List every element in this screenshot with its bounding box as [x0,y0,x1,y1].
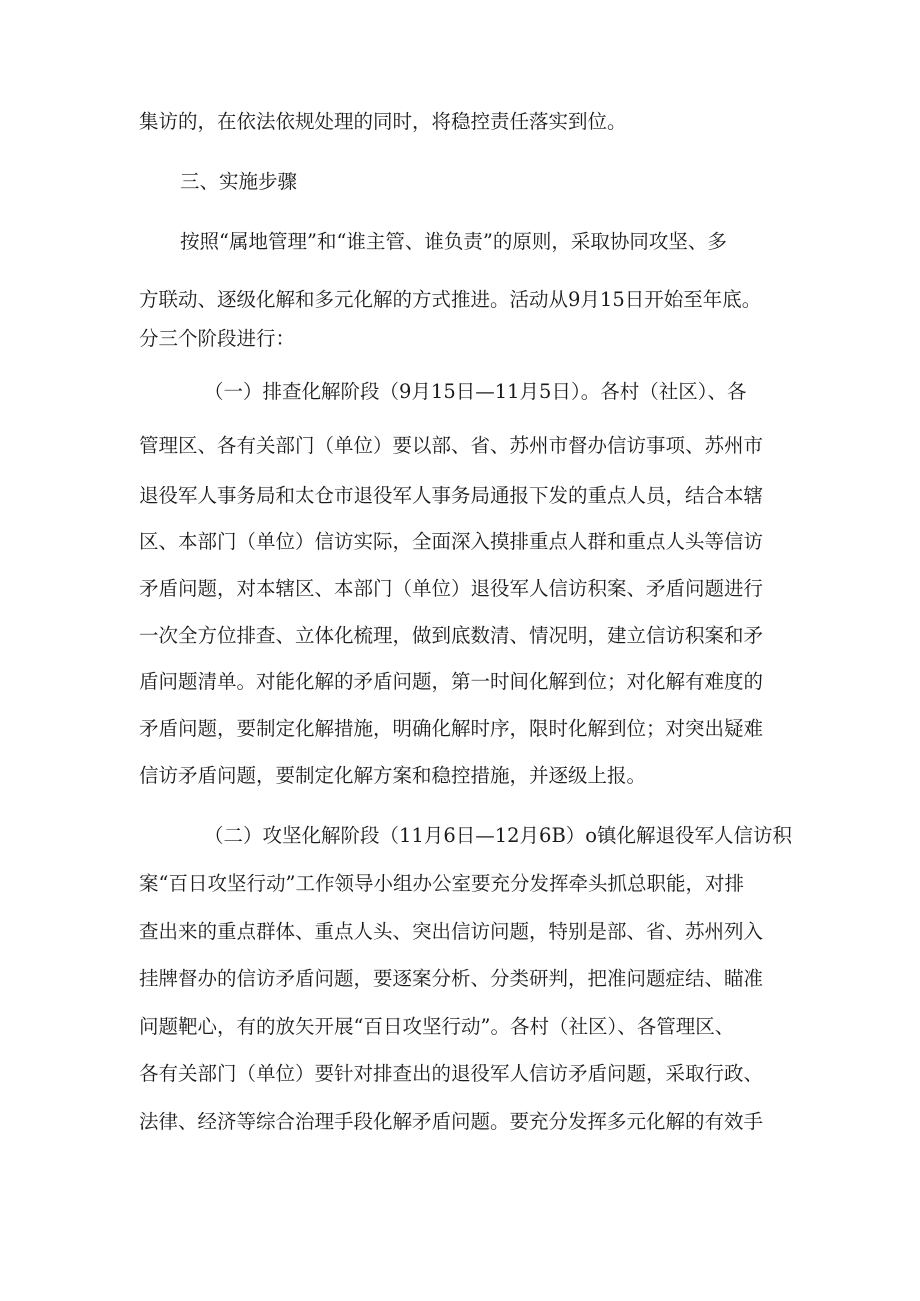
text-line: 案“百日攻坚行动”工作领导小组办公室要充分发挥牵头抓总职能，对排 [139,872,744,895]
text-line: 按照“属地管理”和“谁主管、谁负责”的原则，采取协同攻坚、多 [180,230,727,253]
text-line: 问题靶心，有的放矢开展“百日攻坚行动”。各村（社区）、各管理区、 [139,1015,735,1038]
subsection-first-line: （二）攻坚化解阶段（11月6日—12月6B）o镇化解退役军人信访积 [204,824,793,847]
text-line: 分三个阶段进行： [139,327,296,350]
text-line: 矛盾问题，对本辖区、本部门（单位）退役军人信访积案、矛盾问题进行 [139,577,764,600]
section-heading: 三、实施步骤 [180,170,298,193]
text-line: 挂牌督办的信访矛盾问题，要逐案分析、分类研判，把准问题症结、瞄准 [139,967,764,990]
text-line: 查出来的重点群体、重点人头、突出信访问题，特别是部、省、苏州列入 [139,920,764,943]
subsection-first-line: （一）排查化解阶段（9月15日—11月5日）。各村（社区）、各 [204,380,747,403]
text-line: 一次全方位排查、立体化梳理，做到底数清、情况明，建立信访积案和矛 [139,624,764,647]
text-line: 区、本部门（单位）信访实际，全面深入摸排重点人群和重点人头等信访 [139,530,764,553]
text-line: 方联动、逐级化解和多元化解的方式推进。活动从9月15日开始至年底。 [139,288,762,311]
text-line: 盾问题清单。对能化解的矛盾问题，第一时间化解到位；对化解有难度的 [139,670,764,693]
text-line: 各有关部门（单位）要针对排查出的退役军人信访矛盾问题，采取行政、 [139,1062,764,1085]
text-line: 信访矛盾问题，要制定化解方案和稳控措施，并逐级上报。 [139,764,647,787]
text-line: 集访的，在依法依规处理的同时，将稳控责任落实到位。 [139,110,627,133]
text-line: 退役军人事务局和太仓市退役军人事务局通报下发的重点人员，结合本辖 [139,484,764,507]
text-line: 法律、经济等综合治理手段化解矛盾问题。要充分发挥多元化解的有效手 [139,1110,764,1133]
text-line: 矛盾问题，要制定化解措施，明确化解时序，限时化解到位；对突出疑难 [139,717,764,740]
text-line: 管理区、各有关部门（单位）要以部、省、苏州市督办信访事项、苏州市 [139,434,764,457]
